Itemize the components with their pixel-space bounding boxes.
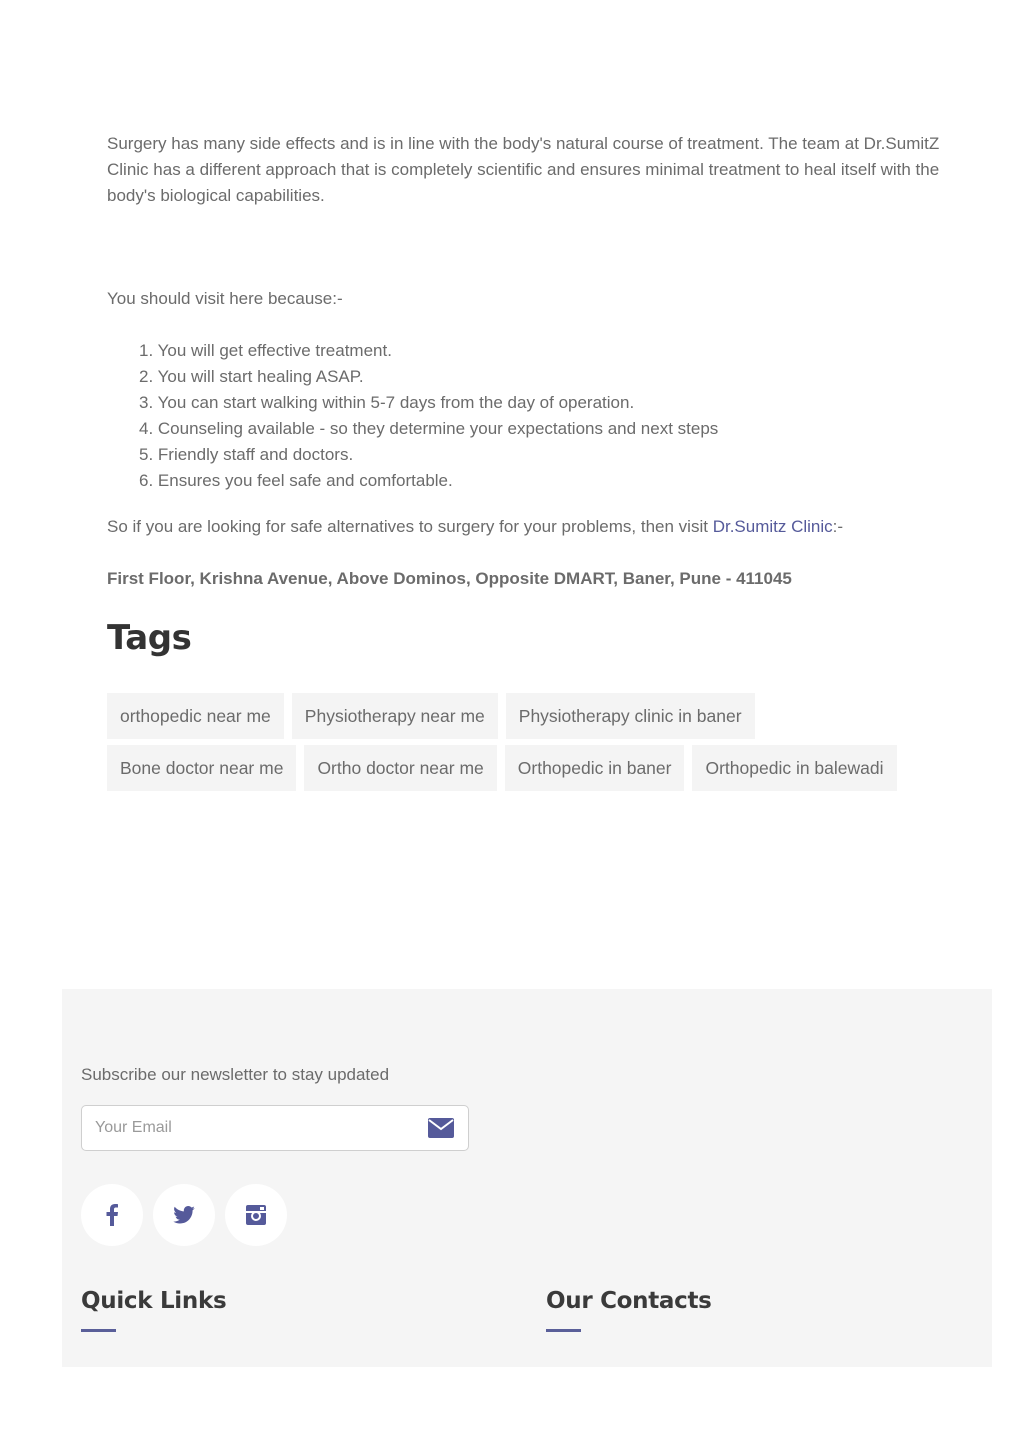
tag-bone-doctor-near-me[interactable]: Bone doctor near me bbox=[107, 745, 296, 791]
reasons-lead: You should visit here because:- bbox=[107, 289, 343, 308]
list-item: 1. You will get effective treatment. bbox=[139, 341, 392, 360]
newsletter-text: Subscribe our newsletter to stay updated bbox=[81, 1065, 390, 1084]
tag-physiotherapy-near-me[interactable]: Physiotherapy near me bbox=[292, 693, 498, 739]
twitter-icon[interactable] bbox=[153, 1184, 215, 1246]
list-item: 5. Friendly staff and doctors. bbox=[139, 445, 354, 464]
our-contacts-underline bbox=[546, 1329, 581, 1332]
article-content bbox=[107, 131, 947, 797]
list-item: 4. Counseling available - so they determine your expectations and next steps bbox=[139, 419, 719, 438]
tag-ortho-doctor-near-me[interactable]: Ortho doctor near me bbox=[304, 745, 496, 791]
tag-orthopedic-in-balewadi[interactable]: Orthopedic in balewadi bbox=[692, 745, 896, 791]
tag-orthopedic-in-baner[interactable]: Orthopedic in baner bbox=[505, 745, 685, 791]
intro-paragraph: Surgery has many side effects and is in line with the body's natural course of treatment. The team at Dr.SumitZ Clinic has a different approach that is completely scientific and ensures minimal treatment to heal itself with the body's biological capabilities. bbox=[107, 134, 940, 205]
tags-title: Tags bbox=[107, 618, 192, 658]
newsletter-form bbox=[81, 1105, 469, 1151]
tag-row-1 bbox=[107, 693, 947, 739]
social-links bbox=[81, 1184, 287, 1246]
envelope-icon[interactable] bbox=[428, 1118, 454, 1138]
tag-physiotherapy-clinic-in-baner[interactable]: Physiotherapy clinic in baner bbox=[506, 693, 755, 739]
footer bbox=[62, 989, 992, 1367]
list-item: 3. You can start walking within 5-7 days from the day of operation. bbox=[139, 393, 635, 412]
clinic-link[interactable]: Dr.Sumitz Clinic bbox=[712, 517, 833, 536]
tag-row-2 bbox=[107, 745, 947, 791]
visit-suffix: :- bbox=[832, 517, 844, 536]
quick-links-underline bbox=[81, 1329, 116, 1332]
facebook-icon[interactable] bbox=[81, 1184, 143, 1246]
visit-line bbox=[107, 514, 947, 540]
email-input[interactable] bbox=[82, 1106, 412, 1150]
instagram-icon[interactable] bbox=[225, 1184, 287, 1246]
list-item: 2. You will start healing ASAP. bbox=[139, 367, 364, 386]
visit-prefix: So if you are looking for safe alternatives to surgery for your problems, then visit bbox=[107, 517, 713, 536]
tag-orthopedic-near-me[interactable]: orthopedic near me bbox=[107, 693, 284, 739]
our-contacts-title: Our Contacts bbox=[546, 1288, 712, 1314]
reasons-list bbox=[107, 338, 947, 494]
list-item: 6. Ensures you feel safe and comfortable. bbox=[139, 471, 453, 490]
quick-links-title: Quick Links bbox=[81, 1288, 227, 1314]
clinic-address: First Floor, Krishna Avenue, Above Dominos, Opposite DMART, Baner, Pune - 411045 bbox=[107, 569, 792, 588]
